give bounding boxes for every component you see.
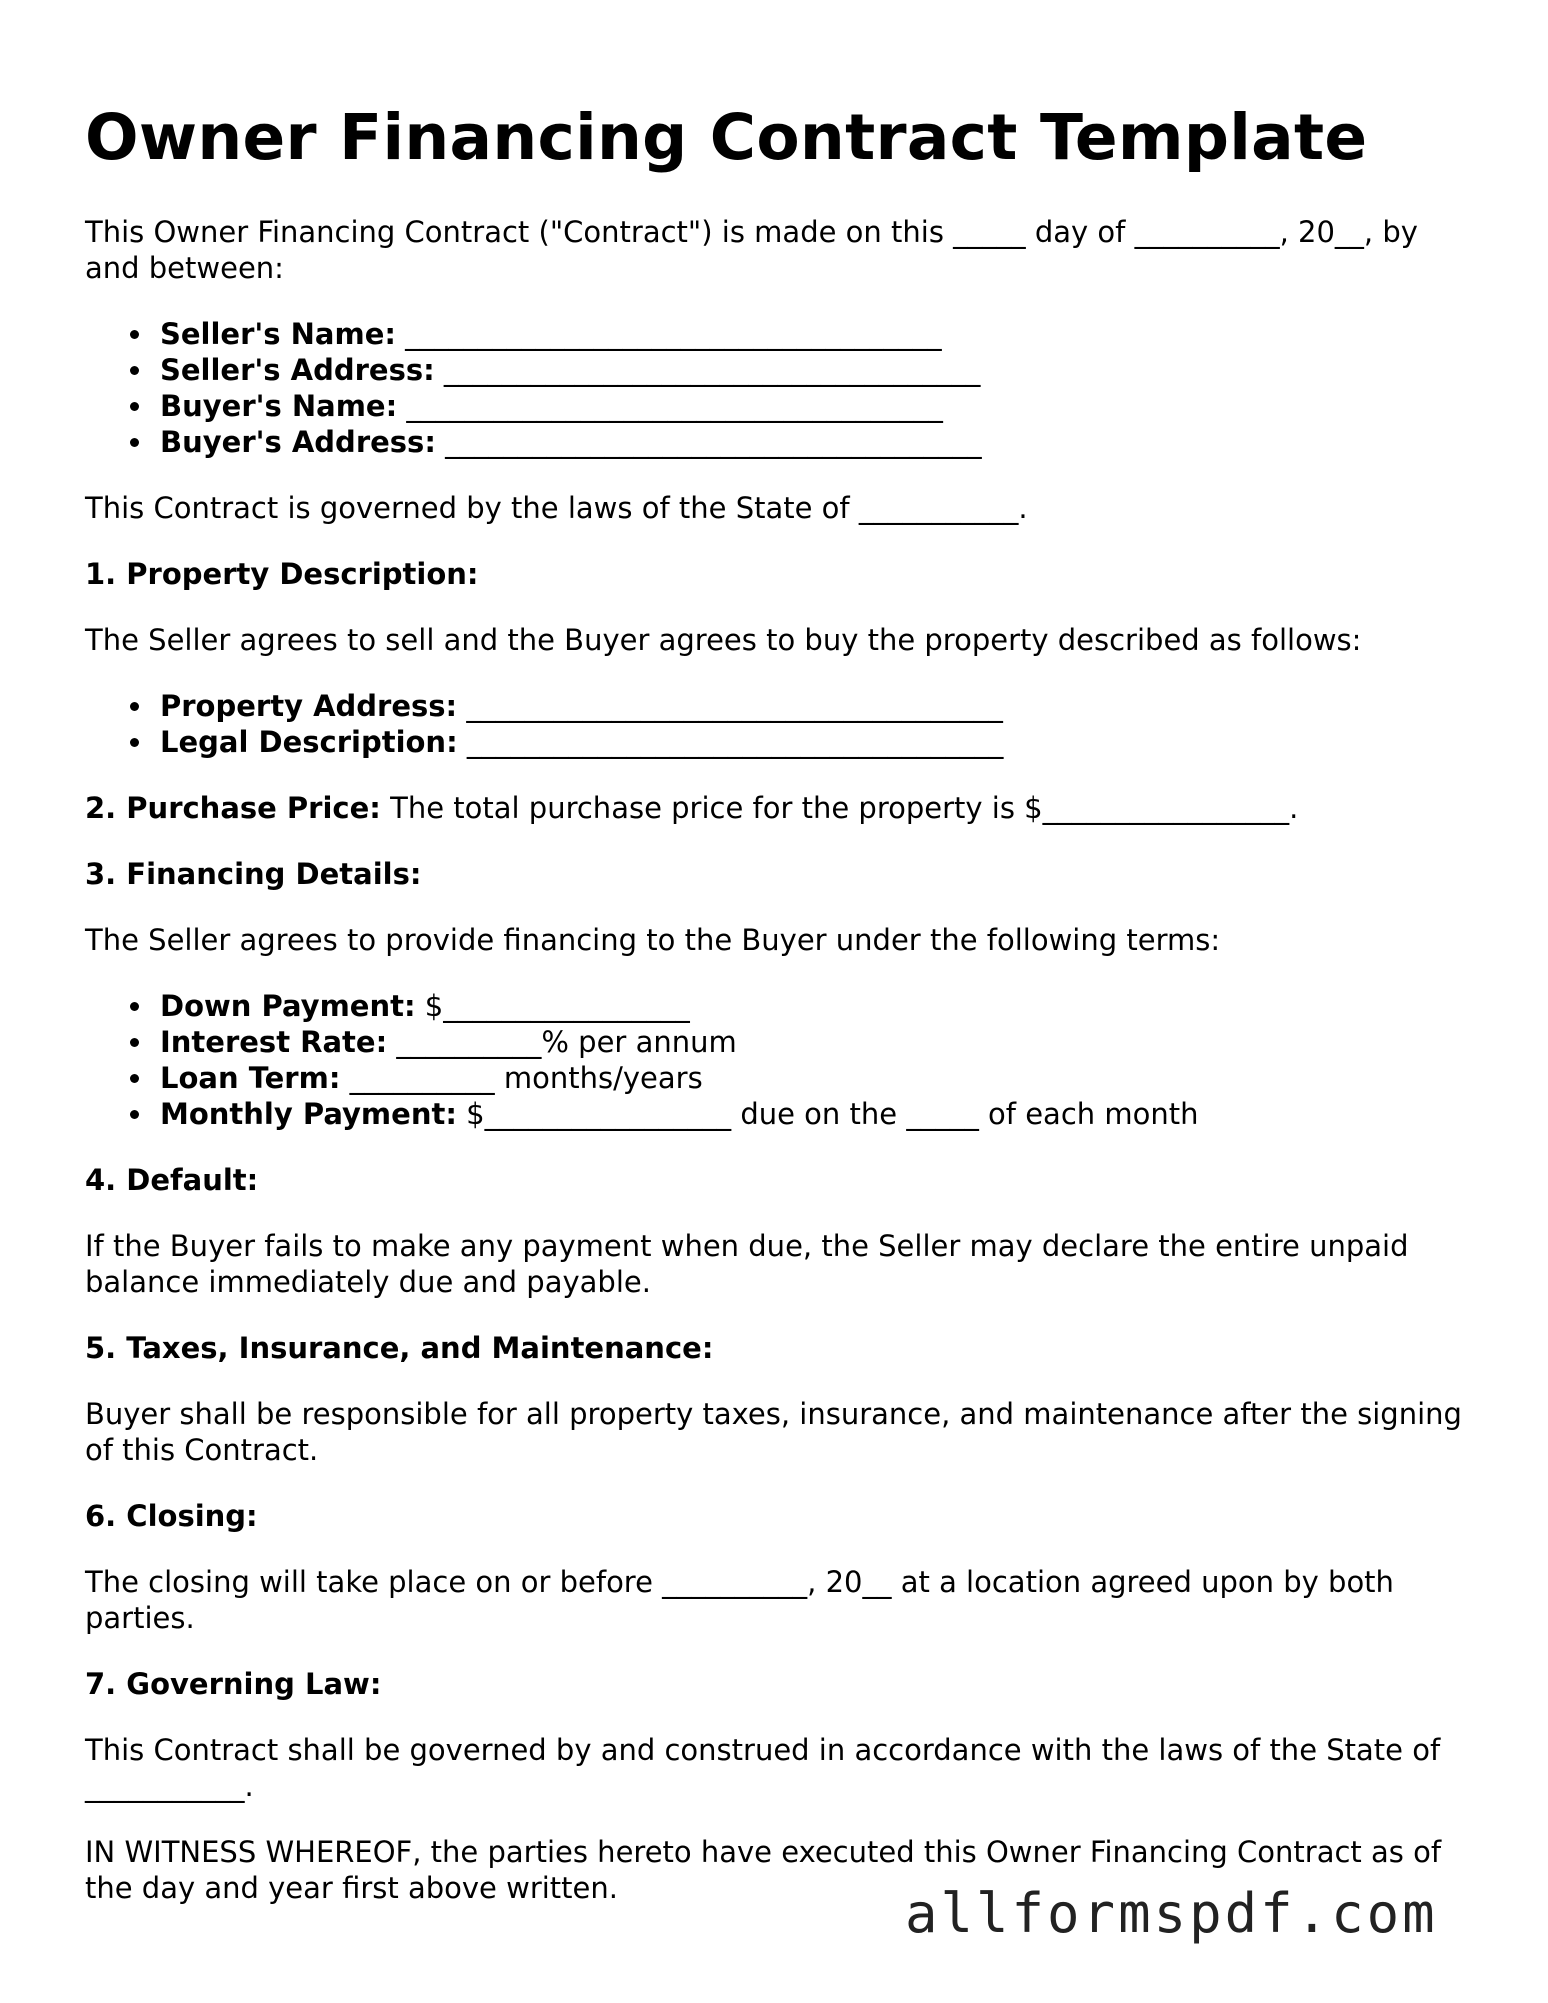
item-label: Buyer's Address: — [160, 424, 436, 459]
section-text-closing: The closing will take place on or before __________, 20__ at a location agreed upon by both parties. — [85, 1564, 1394, 1635]
item-label: Property Address: — [160, 688, 458, 723]
list-item — [160, 424, 1475, 460]
intro-paragraph: This Owner Financing Contract ("Contract") is made on this _____ day of __________, 20__, by and between: — [85, 214, 1418, 285]
item-blank: $_________________ — [415, 988, 690, 1023]
section-text-default: If the Buyer fails to make any payment when due, the Seller may declare the entire unpaid balance immediately due and payable. — [85, 1228, 1409, 1299]
item-label: Buyer's Name: — [160, 388, 398, 423]
section-text-governing-law: This Contract shall be governed by and construed in accordance with the laws of the State of ___________. — [85, 1732, 1441, 1803]
item-blank: __________% per annum — [387, 1024, 737, 1059]
list-item — [160, 688, 1475, 724]
item-blank: _____________________________________ — [457, 688, 1003, 723]
section-text-financing: The Seller agrees to provide financing to the Buyer under the following terms: — [85, 922, 1221, 957]
witness-paragraph: IN WITNESS WHEREOF, the parties hereto have executed this Owner Financing Contract as of the day and year first above written. — [85, 1834, 1442, 1905]
list-item — [160, 1024, 1475, 1060]
list-item — [160, 1060, 1475, 1096]
list-item — [160, 1096, 1475, 1132]
list-item — [160, 724, 1475, 760]
section-heading-purchase-price: 2. Purchase Price: — [85, 790, 381, 825]
property-list — [85, 688, 1475, 760]
governed-paragraph: This Contract is governed by the laws of the State of ___________. — [85, 490, 1028, 525]
item-blank: _____________________________________ — [435, 424, 982, 459]
watermark: allformspdf.com — [905, 1882, 1438, 1945]
section-text-property: The Seller agrees to sell and the Buyer agrees to buy the property described as follows: — [85, 622, 1362, 657]
section-heading-property: 1. Property Description: — [85, 556, 479, 591]
item-blank: _____________________________________ — [457, 724, 1004, 759]
item-label: Interest Rate: — [160, 1024, 388, 1059]
item-label: Monthly Payment: — [160, 1096, 457, 1131]
section-heading-governing-law: 7. Governing Law: — [85, 1666, 382, 1701]
item-label: Legal Description: — [160, 724, 458, 759]
item-blank: _____________________________________ — [397, 388, 943, 423]
list-item — [160, 316, 1475, 352]
contract-document — [85, 100, 1475, 1936]
section-text-purchase-price: The total purchase price for the property is $_________________. — [380, 790, 1299, 825]
item-label: Seller's Address: — [160, 352, 435, 387]
section-text-taxes: Buyer shall be responsible for all property taxes, insurance, and maintenance after the signing of this Contract. — [85, 1396, 1462, 1467]
list-item — [160, 388, 1475, 424]
parties-list — [85, 316, 1475, 460]
section-heading-default: 4. Default: — [85, 1162, 259, 1197]
section-heading-taxes: 5. Taxes, Insurance, and Maintenance: — [85, 1330, 714, 1365]
item-blank: _____________________________________ — [434, 352, 981, 387]
list-item — [160, 988, 1475, 1024]
financing-list — [85, 988, 1475, 1132]
list-item — [160, 352, 1475, 388]
section-heading-financing: 3. Financing Details: — [85, 856, 422, 891]
item-blank: _____________________________________ — [395, 316, 942, 351]
item-label: Loan Term: — [160, 1060, 341, 1095]
document-title: Owner Financing Contract Template — [85, 101, 1368, 174]
section-heading-closing: 6. Closing: — [85, 1498, 258, 1533]
item-blank: __________ months/years — [340, 1060, 703, 1095]
item-label: Down Payment: — [160, 988, 416, 1023]
purchase-price-paragraph — [85, 790, 1475, 826]
item-label: Seller's Name: — [160, 316, 396, 351]
item-blank: $_________________ due on the _____ of each month — [456, 1096, 1199, 1131]
